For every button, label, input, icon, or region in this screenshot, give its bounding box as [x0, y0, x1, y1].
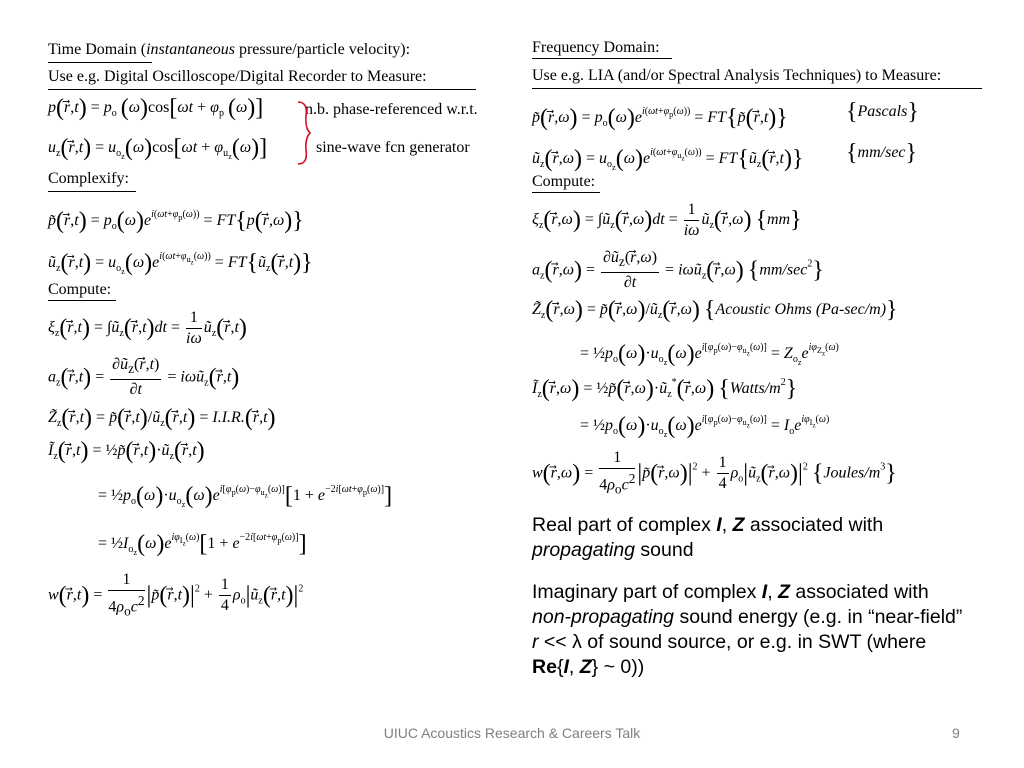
units-acoustic-ohms: Acoustic Ohms (Pa-sec/m) [715, 301, 887, 318]
eq-displacement-time: $\xi_z(r⃗,t)$ = $\int ũ_z(r⃗,t)dt$ = $\frac{1}{i\omega}$ $ũ_z(r⃗,t)$ [48, 309, 247, 347]
eq-intensity-freq: $Ĩ_z(r⃗,\omega)$ = $\frac{1}{2}p̃(r⃗,\omega)\cdot ũ_z^*(r⃗,\omega)$ $\{Watts/m^2\}$ [532, 376, 798, 402]
eq-velocity-time: $u_z(r⃗,t) = u_{o_z}(\omega)\cos[\omega t + \varphi_{u_z}(\omega)]$ [48, 135, 268, 161]
eq-intensity-time-expanded-2: = $\frac{1}{2}I_{o_z}(\omega)e^{i\varphi_{I_z}(\omega)}[1 + e^{-2i[\omega t+\varphi_p(\omega)]}]$ [98, 531, 307, 557]
measure-underline [48, 89, 476, 90]
note-imaginary-part: Imaginary part of complex I, Z associated with non-propagating sound energy (e.g. in “near-field” r << λ of sound source, or e.g. in SWT (where Re{I, Z} ~ 0)) [532, 581, 963, 678]
eq-pressure-freq: p̃(r⃗,ω) = $p_o(\omega)e^{i(\omega t+\varphi_p(\omega))}$ = FT{p̃(r⃗,t)} [532, 105, 788, 131]
eq-pressure-time: p(r⃗,t) = $p_o$ $(\omega)\cos[\omega t + \varphi_p$ (ω)] [48, 95, 264, 121]
eq-impedance-freq-expanded: = $\frac{1}{2}p_o(\omega)\cdot u_{o_z}(\omega)e^{i[\varphi_p(\omega)-\varphi_{u_z}(\omega)]} = Z_{o_z}e^{i\varphi_{Z_z}(\omega)}$ [580, 341, 839, 367]
freq-measure-underline [532, 88, 982, 89]
generator-note: sine-wave fcn generator [316, 139, 470, 156]
frequency-domain-header: Frequency Domain: [532, 39, 660, 56]
footer-title: UIUC Acoustics Research & Careers Talk [383, 725, 641, 741]
eq-complex-velocity: $ũ_z(r⃗,t) = u_{o_z}(\omega)e^{i(\omega t+\varphi_{u_z}(\omega))}$ = $FT\{ũ_z(r⃗,t)\}$ [48, 250, 313, 276]
complexify-label: Complexify: [48, 170, 129, 187]
eq-acceleration-time: $a_z(r⃗,t)$ = $\frac{\partial ũ_z(r⃗,t)}{\partial t}$ = iωũ$_z$(r⃗,t) [48, 356, 240, 399]
units-mm-per-sec: {mm/sec} [846, 140, 918, 166]
note-real-part: Real part of complex I, Z associated with propagating sound [532, 514, 884, 561]
page-number: 9 [952, 725, 960, 741]
eq-energy-density-freq: w(r⃗,ω) = $\frac{1}{4\rho_oc^2}$ $|p̃(r⃗,\omega)|^2$ + $\frac{1}{4}$ $\rho_o|ũ_z(r⃗,\omega)|^2$ $\{Joules/m^3\}$ [532, 449, 897, 497]
units-mm: mm [766, 211, 791, 229]
eq-impedance-freq: $Z̃_z(r⃗,\omega)$ = $p̃(r⃗,\omega)/ũ_z(r⃗,\omega)$ {Acoustic Ohms (Pa-sec/m)} [532, 297, 898, 323]
eq-acceleration-freq: $a_z(r⃗,\omega)$ = $\frac{\partial ũ_z(r⃗,\omega)}{\partial t}$ = iωũ$_z$(r⃗,ω) $\{mm/\sec^2\}$ [532, 249, 824, 292]
units-joules: Joules/m [823, 464, 881, 482]
eq-intensity-time: $Ĩ_z(r⃗,t)$ = $\frac{1}{2}p̃(r⃗,t)\cdot ũ_z(r⃗,t)$ [48, 438, 205, 464]
units-pascals: {Pascals} [846, 99, 919, 125]
right-brace-icon [296, 100, 312, 166]
complexify-underline [48, 191, 136, 192]
compute-label-left: Compute: [48, 281, 112, 298]
units-watts: Watts/m [729, 380, 781, 397]
frequency-domain-underline [532, 58, 672, 59]
eq-impedance-time: $Z̃_z(r⃗,t)$ = $p̃(r⃗,t)/ũ_z(r⃗,t)$ = I.I.R.(r⃗,t) [48, 405, 276, 431]
eq-velocity-freq: $ũ_z(r⃗,\omega) = u_{o_z}(\omega)e^{i(\omega t+\varphi_{u_z}(\omega))}$ = $FT\{ũ_z(r⃗,t)\}$ [532, 146, 804, 172]
compute-underline-left [48, 300, 116, 301]
time-domain-header: Time Domain (instantaneous pressure/particle velocity): [48, 41, 411, 58]
eq-intensity-freq-expanded: = $\frac{1}{2}p_o(\omega)\cdot u_{o_z}(\omega)e^{i[\varphi_p(\omega)-\varphi_{u_z}(\omega)]} = I_oe^{i\varphi_{I_z}(\omega)}$ [580, 413, 830, 439]
eq-intensity-time-expanded-1: = $\frac{1}{2}p_o(\omega)\cdot u_{o_z}(\omega)e^{i[\varphi_p(\omega)-\varphi_{u_z}(\omega)]}[1 + e^{-2i[\omega t+\varphi_p(\omega)]}]$ [98, 483, 393, 509]
eq-displacement-freq: $\xi_z(r⃗,\omega)$ = $\int ũ_z(r⃗,\omega)dt$ = $\frac{1}{i\omega}$ $ũ_z(r⃗,\omega)$ {mm} [532, 201, 802, 239]
compute-label-right: Compute: [532, 173, 596, 190]
time-domain-underline [48, 62, 152, 63]
phase-note: n.b. phase-referenced w.r.t. [305, 101, 478, 118]
eq-complex-pressure: p̃(r⃗,t) = $p_o(\omega)e^{i(\omega t+\varphi_p(\omega))}$ = FT{p(r⃗,ω)} [48, 208, 304, 234]
eq-energy-density-time: w(r⃗,t) = $\frac{1}{4\rho_oc^2}$ $|p̃(r⃗,t)|^2$ + $\frac{1}{4}$ $\rho_o|ũ_z(r⃗,t)|^2$ [48, 571, 304, 619]
time-domain-measure-label: Use e.g. Digital Oscilloscope/Digital Recorder to Measure: [48, 68, 427, 85]
units-mm-per-sec2: mm/sec [759, 261, 808, 279]
compute-underline-right [532, 192, 600, 193]
frequency-domain-measure-label: Use e.g. LIA (and/or Spectral Analysis Techniques) to Measure: [532, 67, 942, 84]
